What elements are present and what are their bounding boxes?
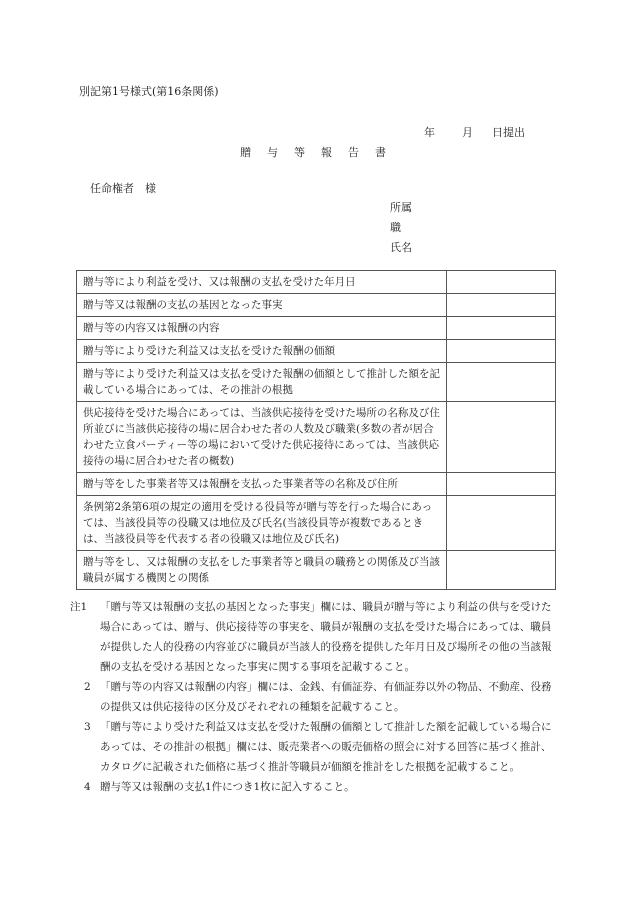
table-row xyxy=(77,340,556,363)
row-item-label: 贈与等の内容又は報酬の内容 xyxy=(77,317,447,340)
title-char: 報 xyxy=(321,146,332,159)
note-number: 2 xyxy=(84,681,91,693)
note-item xyxy=(70,777,560,797)
table-row xyxy=(77,402,556,473)
title-char: 贈 xyxy=(240,146,251,159)
note-text: 「贈与等により受けた利益又は支払を受けた報酬の価額として推計した額を記載している場合にあっては、その推計の根拠」欄には、販売業者への販売価格の照会に対する回答に基づく推計、カタログに記載された価格に基づく推計等職員が価額を推計をした根拠を記載すること。 xyxy=(100,721,552,773)
note-text: 「贈与等又は報酬の支払の基因となった事実」欄には、職員が贈与等により利益の供与を受けた場合にあっては、贈与、供応接待等の事実を、職員が報酬の支払を受けた場合にあっては、職員が提供した人的役務の内容並びに職員が当該人的役務を提供した年月日及び場所その他の当該報酬の支払を受ける基因となった事実に関する事項を記載すること。 xyxy=(100,601,552,673)
note-number: 3 xyxy=(84,721,91,733)
row-item-label: 供応接待を受けた場合にあっては、当該供応接待を受けた場所の名称及び住所並びに当該供応接待の場に居合わせた者の人数及び職業(多数の者が居合わせた立食パーティー等の場において受けた供応接待にあっては、当該供応接待の場に居合わせた者の概数) xyxy=(77,402,447,473)
sender-position-label: 職 xyxy=(390,221,401,234)
note-text: 「贈与等の内容又は報酬の内容」欄には、金銭、有価証券、有価証券以外の物品、不動産、役務の提供又は供応接待の区分及びそれぞれの種類を記載すること。 xyxy=(100,681,552,713)
sender-name-label: 氏名 xyxy=(390,241,412,254)
note-text: 贈与等又は報酬の支払1件につき1枚に記入すること。 xyxy=(100,781,355,793)
title-char: 告 xyxy=(348,146,359,159)
row-value-cell[interactable] xyxy=(447,496,556,551)
date-day-label: 日提出 xyxy=(492,126,525,139)
row-value-cell[interactable] xyxy=(447,473,556,496)
table-row xyxy=(77,271,556,294)
sender-block xyxy=(390,198,412,258)
form-label: 別記第1号様式(第16条関係) xyxy=(79,85,219,98)
table-row xyxy=(77,551,556,590)
notes-section xyxy=(70,597,560,797)
row-value-cell[interactable] xyxy=(447,340,556,363)
row-item-label: 条例第2条第6項の規定の適用を受ける役員等が贈与等を行った場合にあっては、当該役員等の役職又は地位及び氏名(当該役員等が複数であるときは、当該役員等を代表する者の役職又は地位及び氏名) xyxy=(77,496,447,551)
note-item xyxy=(70,597,560,677)
row-item-label: 贈与等をし、又は報酬の支払をした事業者等と職員の職務との関係及び当該職員が属する機関との関係 xyxy=(77,551,447,590)
row-item-label: 贈与等により受けた利益又は支払を受けた報酬の価額として推計した額を記載している場合にあっては、その推計の根拠 xyxy=(77,363,447,402)
addressee: 任命権者 様 xyxy=(90,182,156,195)
report-table xyxy=(76,270,556,590)
table-row xyxy=(77,317,556,340)
title-char: 与 xyxy=(267,146,278,159)
note-number: 注1 xyxy=(70,601,88,613)
row-value-cell[interactable] xyxy=(447,294,556,317)
submission-date-line xyxy=(424,124,525,140)
note-item xyxy=(70,717,560,777)
document-title xyxy=(240,144,402,160)
table-row xyxy=(77,294,556,317)
row-item-label: 贈与等又は報酬の支払の基因となった事実 xyxy=(77,294,447,317)
row-item-label: 贈与等により利益を受け、又は報酬の支払を受けた年月日 xyxy=(77,271,447,294)
row-value-cell[interactable] xyxy=(447,402,556,473)
date-year-label: 年 xyxy=(424,126,435,139)
title-char: 等 xyxy=(294,146,305,159)
note-number: 4 xyxy=(84,781,91,793)
title-char: 書 xyxy=(375,146,386,159)
table-row xyxy=(77,363,556,402)
row-value-cell[interactable] xyxy=(447,317,556,340)
table-row xyxy=(77,496,556,551)
row-item-label: 贈与等により受けた利益又は支払を受けた報酬の価額 xyxy=(77,340,447,363)
row-value-cell[interactable] xyxy=(447,363,556,402)
note-item xyxy=(70,677,560,717)
date-month-label: 月 xyxy=(462,126,473,139)
row-item-label: 贈与等をした事業者等又は報酬を支払った事業者等の名称及び住所 xyxy=(77,473,447,496)
sender-affiliation-label: 所属 xyxy=(390,201,412,214)
row-value-cell[interactable] xyxy=(447,551,556,590)
row-value-cell[interactable] xyxy=(447,271,556,294)
table-row xyxy=(77,473,556,496)
